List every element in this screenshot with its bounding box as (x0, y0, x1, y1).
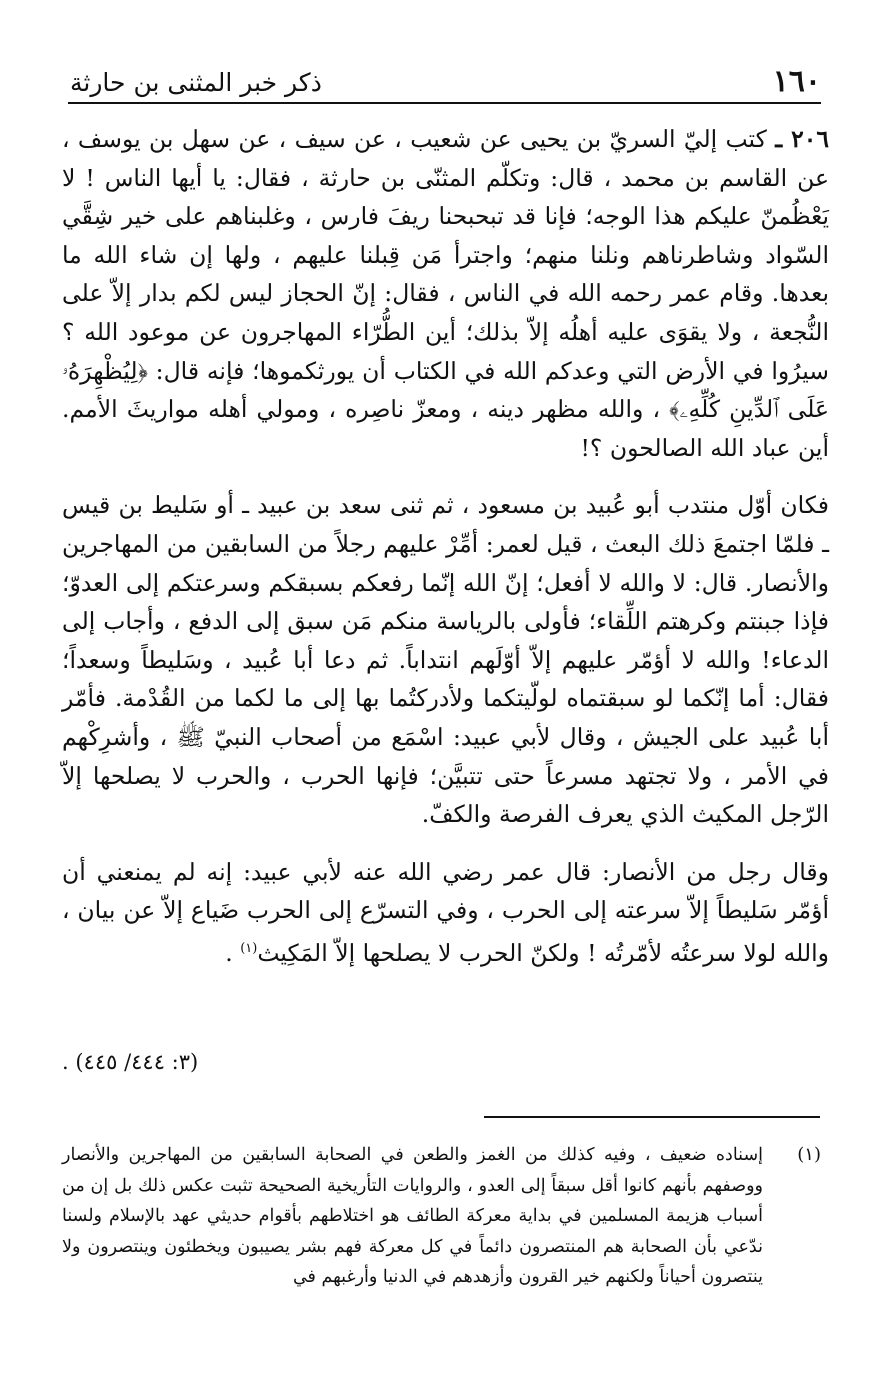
footnote (62, 1140, 821, 1293)
hadith-number: ٢٠٦ ـ (775, 125, 830, 153)
paragraph-2: فكان أوّل منتدب أبو عُبيد بن مسعود ، ثم ثنى سعد بن عبيد ـ أو سَليط بن قيس ـ فلمّا اجتمعَ ذلك البعث ، قيل لعمر: أمِّرْ عليهم رجلاً من السابقين من المهاجرين والأنصار. قال: لا والله لا أفعل؛ إنّ الله إنّما رفعكم بسبقكم وسرعتكم إلى العدوّ؛ فإذا جبنتم وكرهتم اللِّقاء؛ فأولى بالرياسة منكم مَن سبق إلى الدفع ، وأجاب إلى الدعاء! والله لا أؤمّر عليهم إلاّ أوّلَهم انتداباً. ثم دعا أبا عُبيد ، وسَليطاً وسعداً؛ فقال: أما إنّكما لو سبقتماه لولّيتكما ولأدركتُما بها إلى ما لكما من القُدْمة. فأمّر أبا عُبيد على الجيش ، وقال لأبي عبيد: اسْمَع من أصحاب النبيّ ﷺ ، وأشرِكْهم في الأمر ، ولا تجتهد مسرعاً حتى تتبيَّن؛ فإنها الحرب ، والحرب لا يصلحها إلاّ الرّجل المكيث الذي يعرف الفرصة والكفّ. (62, 491, 829, 829)
source-reference: (٣: ٤٤٤/ ٤٤٥) . (62, 1050, 199, 1074)
paragraph-3-end: . (225, 938, 241, 967)
paragraph-206 (62, 120, 829, 467)
paragraph-1-text: كتب إليّ السريّ بن يحيى عن شعيب ، عن سيف ، عن سهل بن يوسف ، عن القاسم بن محمد ، قال: وتكلّم المثنّى بن حارثة ، فقال: يا أيها الناس ! لا يَعْظُمنّ عليكم هذا الوجه؛ فإنا قد تبحبحنا ريفَ فارس ، وغلبناهم على خير شِقَّي السّواد وشاطرناهم ونلنا منهم؛ واجترأ مَن قِبلنا عليهم ، ولها إن شاء الله ما بعدها. وقام عمر رحمه الله في الناس ، فقال: إنّ الحجاز ليس لكم بدار إلاّ على النُّجعة ، ولا يقوَى عليه أهلُه إلاّ بذلك؛ أين الطُّرّاء المهاجرون عن موعود الله ؟ سيرُوا في الأرض التي وعدكم الله في الكتاب أن يورثكموها؛ فإنه قال: ﴿لِيُظْهِرَهُۥ عَلَى ٱلدِّينِ كُلِّهِۦ﴾ ، والله مظهر دينه ، ومعزّ ناصِره ، ومولي أهله مواريثَ الأمم. أين عباد الله الصالحون ؟! (62, 125, 829, 462)
footnote-number: (١) (797, 1144, 821, 1165)
paragraph-3-text: وقال رجل من الأنصار: قال عمر رضي الله عنه لأبي عبيد: إنه لم يمنعني أن أؤمّر سَليطاً إلاّ سرعته إلى الحرب ، وفي التسرّع إلى الحرب ضَياع إلاّ عن بيان ، والله لولا سرعتُه لأمّرتُه ! ولكنّ الحرب لا يصلحها إلاّ المَكِيث (62, 857, 829, 967)
footnote-text: إسناده ضعيف ، وفيه كذلك من الغمز والطعن في الصحابة السابقين من المهاجرين والأنصار ووصفهم بأنهم كانوا أقل سبقاً إلى العدو ، والروايات التأريخية الصحيحة تثبت عكس ذلك بل إن من أسباب هزيمة المسلمين في بداية معركة الطائف هو اختلاطهم بأقوام حديثي عهد بالإسلام ولسنا ندّعي بأن الصحابة هم المنتصرون دائماً في كل معركة فهم بشر يصيبون ويخطئون وينتصرون ولا ينتصرون أحياناً ولكنهم خير القرون وأزهدهم في الدنيا وأرغبهم في (62, 1145, 763, 1287)
main-text (62, 120, 829, 972)
page-header (68, 62, 821, 104)
footnote-divider (484, 1116, 820, 1118)
footnote-marker: (١) (240, 940, 258, 956)
paragraph-3 (62, 853, 829, 973)
page-number: ١٦٠ (772, 64, 821, 99)
running-title: ذكر خبر المثنى بن حارثة (70, 68, 322, 97)
